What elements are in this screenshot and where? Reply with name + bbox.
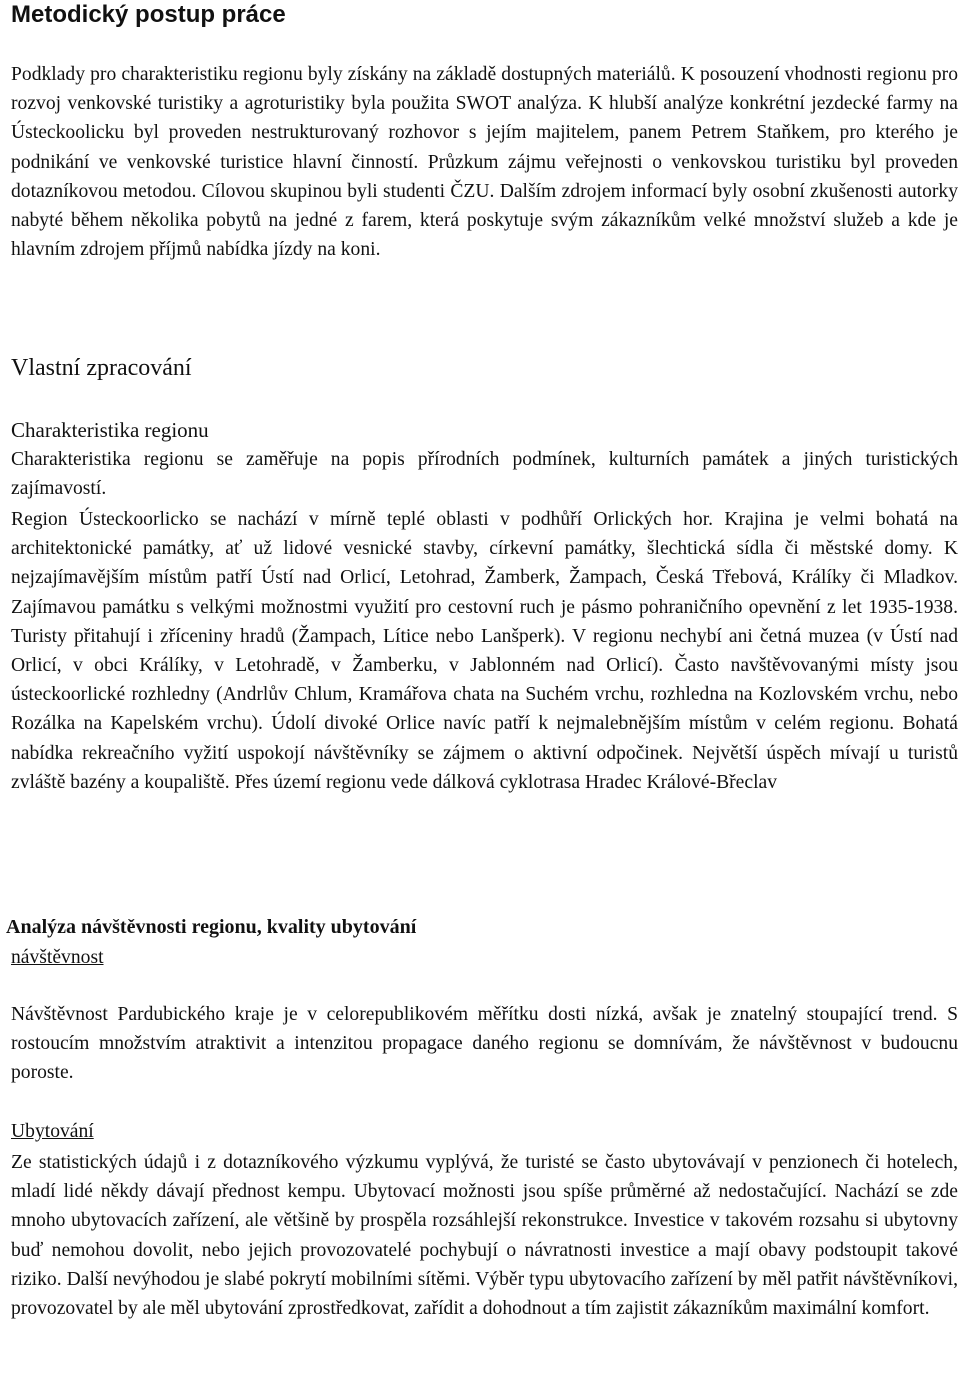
paragraph-method: Podklady pro charakteristiku regionu byly získány na základě dostupných materiálů. K posouzení vhodnosti regionu pro rozvoj venkovské turistiky a agroturistiky byla použita SWOT analýza. K hlubší analýze konkrétní jezdecké farmy na Ústeckoolicku byl proveden nestrukturovaný rozhovor s jejím majitelem, panem Petrem Staňkem, pro kterého je podnikání ve venkovské turistice hlavní činností. Průzkum zájmu veřejnosti o venkovskou turistiku byl proveden dotazníkovou metodou. Cílovou skupinou byli studenti ČZU. Dalším zdrojem informací byly osobní zkušenosti autorky nabyté během několika pobytů na jedné z farem, která poskytuje svým zákazníkům velké množství služeb a kde je hlavním zdrojem příjmů nabídka jízdy na koni. <box>11 64 958 261</box>
paragraph-visits: Návštěvnost Pardubického kraje je v celorepublikovém měřítku dosti nízká, avšak je znatelný stoupající trend. S rostoucím množstvím atraktivit a intenzitou propagace daného regionu se domnívám, že návštěvnost v budoucnu poroste. <box>11 1004 958 1084</box>
paragraph-region-intro: Charakteristika regionu se zaměřuje na popis přírodních podmínek, kulturních památek a jiných turistických zajímavostí. <box>11 449 958 500</box>
heading-own-work: Vlastní zpracování <box>11 355 192 381</box>
paragraph-accommodation: Ze statistických údajů i z dotazníkového výzkumu vyplývá, že turisté se často ubytovávají v penzionech či hotelech, mladí lidé někdy dávají přednost kempu. Ubytovací možnosti jsou spíše průměrné až nedostačující. Nachází se zde mnoho ubytovacích zařízení, ale většině by prospěla rozsáhlejší rekonstrukce. Investice v takovém rozsahu si ubytovny buď nemohou dovolit, nebo jejich provozovatelé pochybují o návratnosti investice a mají obavy podstoupit takové riziko. Další nevýhodou je slabé pokrytí mobilními sítěmi. Výběr typu ubytovacího zařízení by měl patřit návštěvníkovi, provozovatel by ale měl ubytování zprostředkovat, zařídit a dohodnout a tím zajistit zákazníkům maximální komfort. <box>11 1152 958 1320</box>
paragraph-region-body: Region Ústeckoorlicko se nachází v mírně teplé oblasti v podhůří Orlických hor. Krajina je velmi bohatá na architektonické památky, ať už lidové vesnické stavby, církevní památky, šlechtická sídla či městské domy. K nejzajímavějším místům patří Ústí nad Orlicí, Letohrad, Žamberk, Žampach, Česká Třebová, Králíky či Mladkov. Zajímavou památku s velkými možnostmi využití pro cestovní ruch je pásmo pohraničního opevnění z let 1935-1938. Turisty přitahují i zříceniny hradů (Žampach, Lítice nebo Lanšperk). V regionu nechybí ani četná muzea (v Ústí nad Orlicí, v obci Králíky, v Letohradě, v Žamberku, v Jablonném nad Orlicí). Často navštěvovanými místy jsou ústeckoorlické rozhledny (Andrlův Chlum, Kramářova chata na Suchém vrchu, rozhledna na Kozlovském vrchu, nebo Rozálka na Kapelském vrchu). Údolí divoké Orlice navíc patří k nejmalebnějším místům v celém regionu. Bohatá nabídka rekreačního vyžití uspokojí návštěvníky se zájmem o aktivní odpočinek. Největší úspěch mívají u turistů zvláště bazény a koupaliště. Přes území regionu vede dálková cyklotrasa Hradec Králové-Břeclav <box>11 509 958 793</box>
heading-analysis: Analýza návštěvnosti regionu, kvality ubytování <box>6 916 417 938</box>
subheading-accommodation: Ubytování <box>11 1121 94 1142</box>
heading-region: Charakteristika regionu <box>11 418 209 442</box>
subheading-visits: návštěvnost <box>11 947 104 968</box>
heading-method: Metodický postup práce <box>11 1 286 28</box>
